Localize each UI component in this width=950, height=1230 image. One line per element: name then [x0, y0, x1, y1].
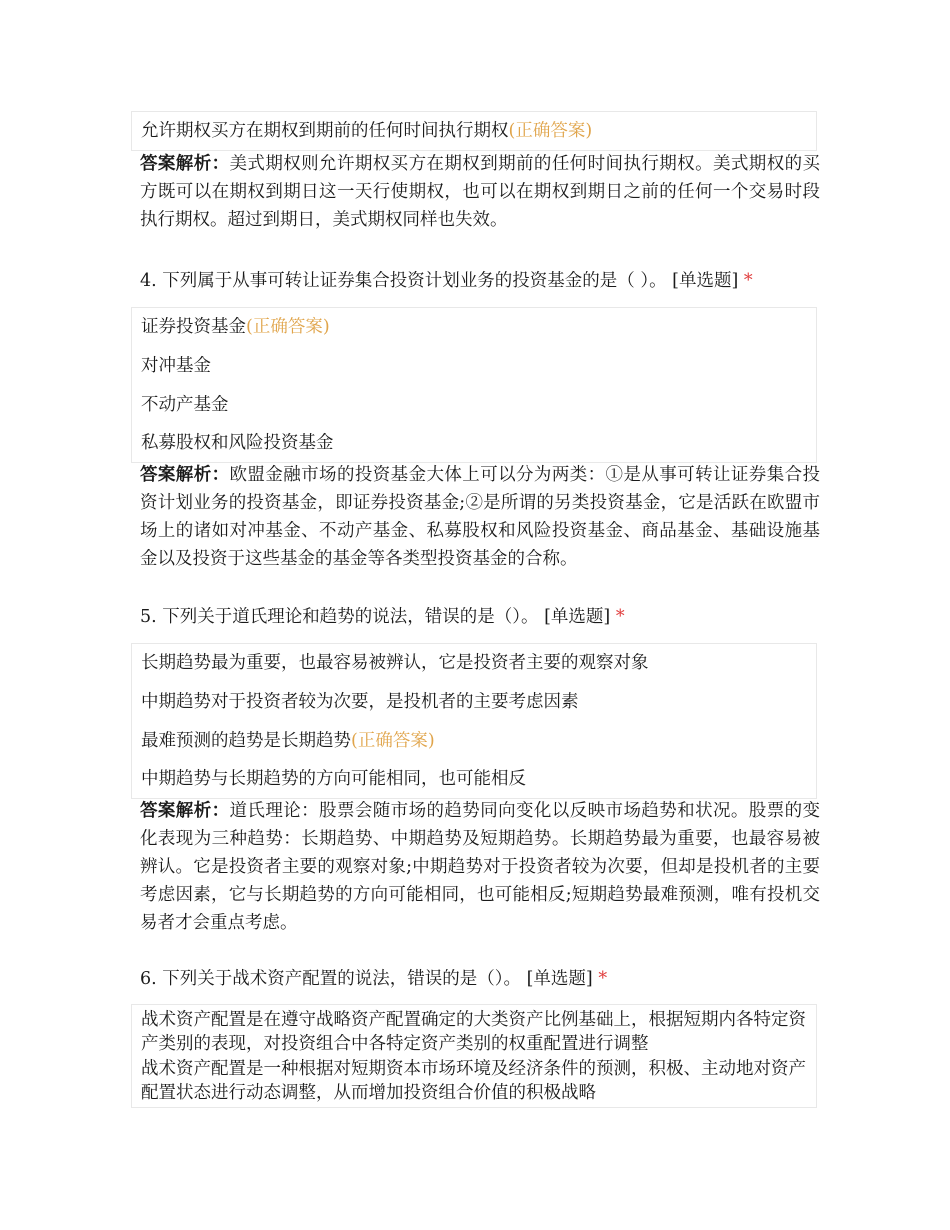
q5-option-2[interactable]	[141, 690, 808, 714]
explanation-text: 美式期权则允许期权买方在期权到期前的任何时间执行期权。美式期权的买方既可以在期权到期日这一天行使期权，也可以在期权到期日之前的任何一个交易时段执行期权。超过到期日，美式期权同样也失效。	[140, 154, 821, 230]
q4-option-1[interactable]	[141, 315, 808, 339]
question-title: 4. 下列属于从事可转让证券集合投资计划业务的投资基金的是（ ）。 [单选题]	[140, 271, 739, 291]
option-text: 中期趋势与长期趋势的方向可能相同，也可能相反	[141, 769, 526, 789]
explanation-label: 答案解析：	[140, 465, 230, 485]
q5-options	[131, 643, 817, 799]
question-title: 6. 下列关于战术资产配置的说法，错误的是（）。 [单选题]	[140, 969, 593, 989]
option-text: 中期趋势对于投资者较为次要，是投机者的主要考虑因素	[141, 692, 579, 712]
q6-option-2[interactable]	[141, 1057, 808, 1105]
q4-options	[131, 307, 817, 463]
correct-answer-tag: (正确答案)	[508, 121, 593, 141]
q3-options	[131, 111, 817, 151]
option-text: 长期趋势最为重要，也最容易被辨认，它是投资者主要的观察对象	[141, 653, 649, 673]
option-text: 私募股权和风险投资基金	[141, 433, 334, 453]
q5-explanation	[140, 797, 820, 937]
required-marker: *	[743, 271, 753, 291]
option-text: 最难预测的趋势是长期趋势	[141, 731, 351, 751]
q5-option-4[interactable]	[141, 767, 808, 791]
explanation-label: 答案解析：	[140, 154, 230, 174]
explanation-label: 答案解析：	[140, 801, 230, 821]
option-text: 不动产基金	[141, 395, 229, 415]
correct-answer-tag: (正确答案)	[351, 731, 435, 751]
explanation-text: 道氏理论：股票会随市场的趋势同向变化以反映市场趋势和状况。股票的变化表现为三种趋势：长期趋势、中期趋势及短期趋势。长期趋势最为重要，也最容易被辨认。它是投资者主要的观察对象;中期趋势对于投资者较为次要，但却是投机者的主要考虑因素，它与长期趋势的方向可能相同，也可能相反;短期趋势最难预测，唯有投机交易者才会重点考虑。	[140, 801, 821, 933]
option-text: 战术资产配置是一种根据对短期资本市场环境及经济条件的预测，积极、主动地对资产配置状态进行动态调整，从而增加投资组合价值的积极战略	[141, 1059, 806, 1103]
q5-option-3[interactable]	[141, 729, 808, 753]
option-text: 战术资产配置是在遵守战略资产配置确定的大类资产比例基础上，根据短期内各特定资产类别的表现，对投资组合中各特定资产类别的权重配置进行调整	[141, 1010, 806, 1054]
option-text: 证券投资基金	[141, 317, 246, 337]
q4-option-4[interactable]	[141, 431, 808, 455]
q5-title	[140, 605, 820, 629]
q6-options	[131, 1004, 817, 1108]
correct-answer-tag: (正确答案)	[246, 317, 330, 337]
required-marker: *	[598, 969, 608, 989]
explanation-text: 欧盟金融市场的投资基金大体上可以分为两类：①是从事可转让证券集合投资计划业务的投资基金，即证券投资基金;②是所谓的另类投资基金，它是活跃在欧盟市场上的诸如对冲基金、不动产基金、私募股权和风险投资基金、商品基金、基础设施基金以及投资于这些基金的基金等各类型投资基金的合称。	[140, 465, 821, 569]
option-text: 允许期权买方在期权到期前的任何时间执行期权	[141, 121, 509, 141]
q6-title	[140, 967, 820, 991]
question-title: 5. 下列关于道氏理论和趋势的说法，错误的是（）。 [单选题]	[140, 607, 611, 627]
q6-option-1[interactable]	[141, 1008, 808, 1056]
q4-option-2[interactable]	[141, 354, 808, 378]
q4-explanation	[140, 461, 820, 573]
q3-option-1	[141, 119, 808, 143]
q5-option-1[interactable]	[141, 651, 808, 675]
option-text: 对冲基金	[141, 356, 211, 376]
q3-explanation	[140, 150, 820, 234]
q4-title	[140, 269, 820, 293]
q4-option-3[interactable]	[141, 393, 808, 417]
required-marker: *	[615, 607, 625, 627]
